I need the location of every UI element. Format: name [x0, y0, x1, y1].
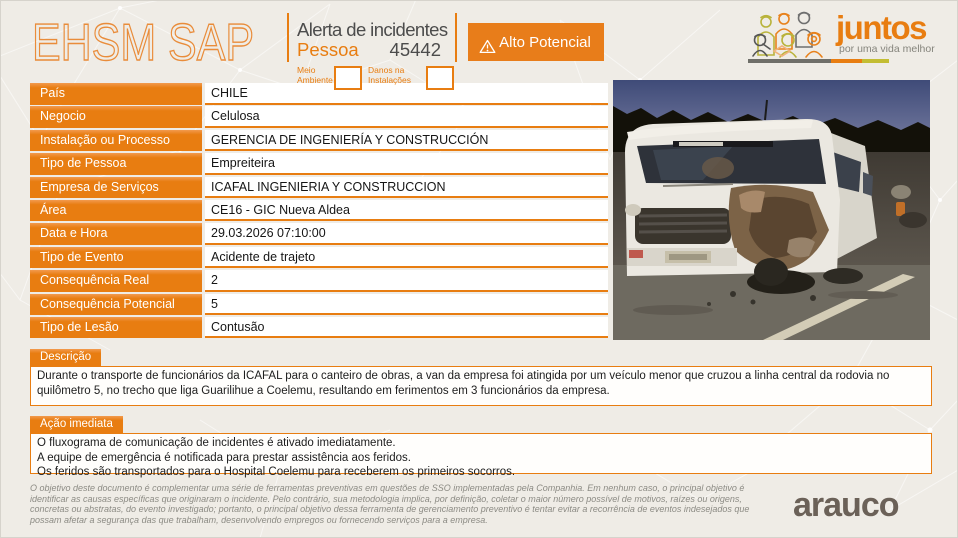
action-line: Os feridos são transportados para o Hospital Coelemu para receberem os primeiros socorros. [37, 466, 516, 479]
field-value: Empreiteira [205, 153, 608, 175]
immediate-action-text-box [30, 433, 932, 479]
field-label: Data e Hora [30, 223, 202, 245]
field-value: CHILE [205, 83, 608, 105]
alert-title: Alerta de incidentes [297, 19, 448, 40]
field-value: Acidente de trajeto [205, 247, 608, 269]
danos-instalacoes-label: Danos na Instalações [368, 65, 411, 85]
person-category-label: Pessoa [297, 39, 359, 60]
people-group-icon [750, 9, 832, 59]
brand-bar-orange [831, 59, 862, 63]
meio-ambiente-checkbox[interactable] [334, 66, 362, 90]
field-value: 5 [205, 294, 608, 316]
brand-name-juntos: juntos [836, 9, 926, 46]
field-label: Área [30, 200, 202, 222]
description-section-tab: Descrição [30, 349, 101, 366]
brand-bar-green [862, 59, 889, 63]
immediate-action-section-tab: Ação imediata [30, 416, 123, 433]
alto-potencial-label: Alto Potencial [499, 33, 591, 51]
field-label: Tipo de Lesão [30, 317, 202, 339]
brand-bar-gray [748, 59, 831, 63]
field-label: País [30, 83, 202, 105]
field-value: ICAFAL INGENIERIA Y CONSTRUCCION [205, 177, 608, 199]
action-line: A equipe de emergência é notificada para prestar assistência aos feridos. [37, 451, 411, 464]
danos-instalacoes-checkbox[interactable] [426, 66, 454, 90]
company-logo-arauco: arauco [793, 486, 899, 524]
field-label: Tipo de Pessoa [30, 153, 202, 175]
incident-photo [613, 80, 930, 340]
alto-potencial-badge[interactable] [468, 23, 604, 61]
field-label: Negocio [30, 106, 202, 128]
field-value: Celulosa [205, 106, 608, 128]
footer-disclaimer: O objetivo deste documento é complementar uma série de ferramentas preventivas em questões de SSO implementadas pela Companhia. Em nenhum caso, o principal objetivo é identificar as causas específicas que originaram o incidente. Pelo contrário, sua metodologia implica, por definição, coletar o maior número possível de motivos, raízes ou origens, concretas ou abstratas, do evento investigado; portanto, o principal objetivo dessa ferramenta de gerenciamento preventivo é tentar evitar a recorrência de eventos indesejados que possam afetar a segurança das que trabalham, desenvolvendo empregos ou fornecendo serviços para a empresa. [30, 483, 750, 525]
incident-number: 45442 [389, 39, 441, 60]
brand-tagline: por uma vida melhor [839, 43, 935, 55]
warning-triangle-icon [479, 39, 496, 54]
field-value: CE16 - GIC Nueva Aldea [205, 200, 608, 222]
field-label: Instalação ou Processo [30, 130, 202, 152]
header-divider-right [455, 13, 457, 62]
alert-subtitle-row [297, 39, 441, 61]
app-title-text: EHSM SAP [32, 14, 254, 70]
app-title-logo [30, 10, 288, 70]
field-label: Consequência Real [30, 270, 202, 292]
field-label: Empresa de Serviços [30, 177, 202, 199]
action-line: O fluxograma de comunicação de incidentes é ativado imediatamente. [37, 437, 396, 449]
field-value: 29.03.2026 07:10:00 [205, 223, 608, 245]
field-label: Tipo de Evento [30, 247, 202, 269]
field-label: Consequência Potencial [30, 294, 202, 316]
meio-ambiente-label: Meio Ambiente [297, 65, 333, 85]
field-value: GERENCIA DE INGENIERÍA Y CONSTRUCCIÓN [205, 130, 608, 152]
description-text-box: Durante o transporte de funcionários da ICAFAL para o canteiro de obras, a van da empresa foi atingida por um veículo menor que cruzou a linha central da rodovia no quilômetro 5, no trecho que liga Guarilihue a Coelemu, resultando em ferimentos em 3 funcionários da empresa. [30, 366, 932, 406]
field-value: Contusão [205, 317, 608, 339]
header-divider-left [287, 13, 289, 62]
field-value: 2 [205, 270, 608, 292]
